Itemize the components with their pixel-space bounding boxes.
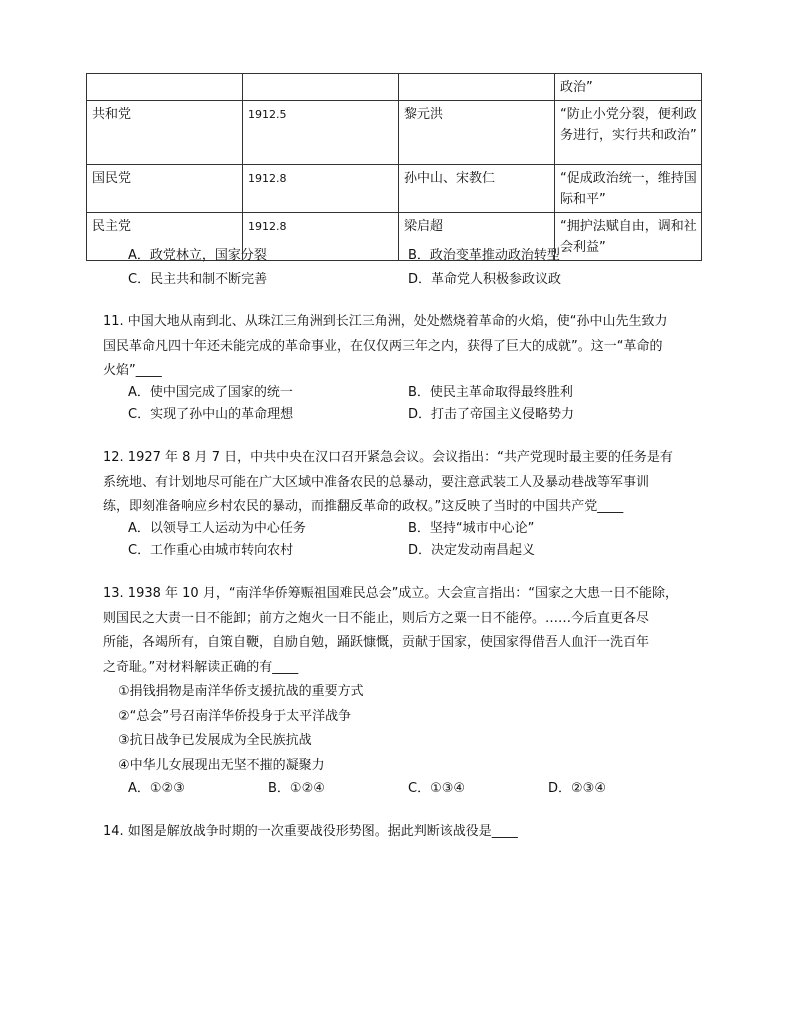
q12-option-b[interactable]: B．坚持“城市中心论” <box>408 521 535 536</box>
q11-option-b[interactable]: B．使民主革命取得最终胜利 <box>408 385 573 400</box>
party-name-cell: 共和党 <box>87 101 243 165</box>
q11-stem-line: 11. 中国大地从南到北、从珠江三角洲到长江三角洲，处处燃烧着革命的火焰，使“孙中山先生致力 <box>103 314 668 329</box>
q10-option-c[interactable]: C．民主共和制不断完善 <box>128 272 268 287</box>
q10-option-b[interactable]: B．政治变革推动政治转型 <box>408 248 560 263</box>
q13-stem-line: 13. 1938 年 10 月，“南洋华侨筹赈祖国难民总会”成立。大会宣言指出：“国家之大患一日不能除， <box>103 586 679 601</box>
q11-stem-line: 国民革命凡四十年还未能完成的革命事业，在仅仅两三年之内，获得了巨大的成就”。这一“革命的 <box>103 339 663 354</box>
q13-option-b[interactable]: B．①②④ <box>268 781 325 796</box>
party-name-cell: 民主党 <box>87 213 243 261</box>
party-name-cell <box>87 74 243 101</box>
q12-stem-line: 练，即刻准备响应乡村农民的暴动，而推翻反革命的政权。”这反映了当时的中国共产党____ <box>103 499 624 514</box>
q11-option-a[interactable]: A．使中国完成了国家的统一 <box>128 385 293 400</box>
q13-stem-line: 之奇耻。”对材料解读正确的有____ <box>103 660 299 675</box>
q13-stem-line: 所能，各竭所有，自策自鞭，自励自勉，踊跃慷慨，贡献于国家，使国家得借吾人血汗一洗百年 <box>103 635 650 650</box>
party-founder-cell: 梁启超 <box>399 213 555 261</box>
q11-stem-line: 火焰”____ <box>103 363 162 378</box>
q13-option-c[interactable]: C．①③④ <box>408 781 466 796</box>
party-founder-cell: 孙中山、宋教仁 <box>399 165 555 213</box>
party-aim-cell: “拥护法赋自由，调和社会利益” <box>555 213 702 261</box>
q14-stem-line: 14. 如图是解放战争时期的一次重要战役形势图。据此判断该战役是____ <box>103 824 518 839</box>
q13-option-a[interactable]: A．①②③ <box>128 781 185 796</box>
table-row <box>87 74 702 101</box>
party-table <box>86 73 702 261</box>
party-founder-cell <box>399 74 555 101</box>
q12-option-c[interactable]: C．工作重心由城市转向农村 <box>128 543 294 558</box>
q11-option-d[interactable]: D．打击了帝国主义侵略势力 <box>408 407 575 422</box>
q11-option-c[interactable]: C．实现了孙中山的革命理想 <box>128 407 294 422</box>
party-name-cell: 国民党 <box>87 165 243 213</box>
party-aim-cell: “促成政治统一，维持国际和平” <box>555 165 702 213</box>
q12-option-a[interactable]: A．以领导工人运动为中心任务 <box>128 521 306 536</box>
party-date-cell: 1912.5 <box>243 101 399 165</box>
q10-option-d[interactable]: D．革命党人积极参政议政 <box>408 272 562 287</box>
q13-option-d[interactable]: D．②③④ <box>548 781 606 796</box>
q13-stem-line: 则国民之大责一日不能卸；前方之炮火一日不能止，则后方之粟一日不能停。……今后直更各尽 <box>103 611 650 626</box>
party-date-cell: 1912.8 <box>243 165 399 213</box>
q13-statement: ④中华儿女展现出无坚不摧的凝聚力 <box>118 758 325 773</box>
q13-statement: ①捐钱捐物是南洋华侨支援抗战的重要方式 <box>118 684 364 699</box>
party-aim-cell: “防止小党分裂，便利政务进行，实行共和政治” <box>555 101 702 165</box>
q12-stem-line: 12. 1927 年 8 月 7 日，中共中央在汉口召开紧急会议。会议指出：“共产党现时最主要的任务是有 <box>103 450 673 465</box>
q13-statement: ②“总会”号召南洋华侨投身于太平洋战争 <box>118 709 352 724</box>
party-founder-cell: 黎元洪 <box>399 101 555 165</box>
q13-statement: ③抗日战争已发展成为全民族抗战 <box>118 733 312 748</box>
table-row <box>87 101 702 165</box>
q12-stem-line: 系统地、有计划地尽可能在广大区域中准备农民的总暴动，要注意武装工人及暴动巷战等军事训 <box>103 475 650 490</box>
table-row <box>87 165 702 213</box>
q12-option-d[interactable]: D．决定发动南昌起义 <box>408 543 536 558</box>
party-date-cell <box>243 74 399 101</box>
party-aim-cell: 政治” <box>555 74 702 101</box>
party-date-cell: 1912.8 <box>243 213 399 261</box>
q10-option-a[interactable]: A．政党林立，国家分裂 <box>128 248 267 263</box>
